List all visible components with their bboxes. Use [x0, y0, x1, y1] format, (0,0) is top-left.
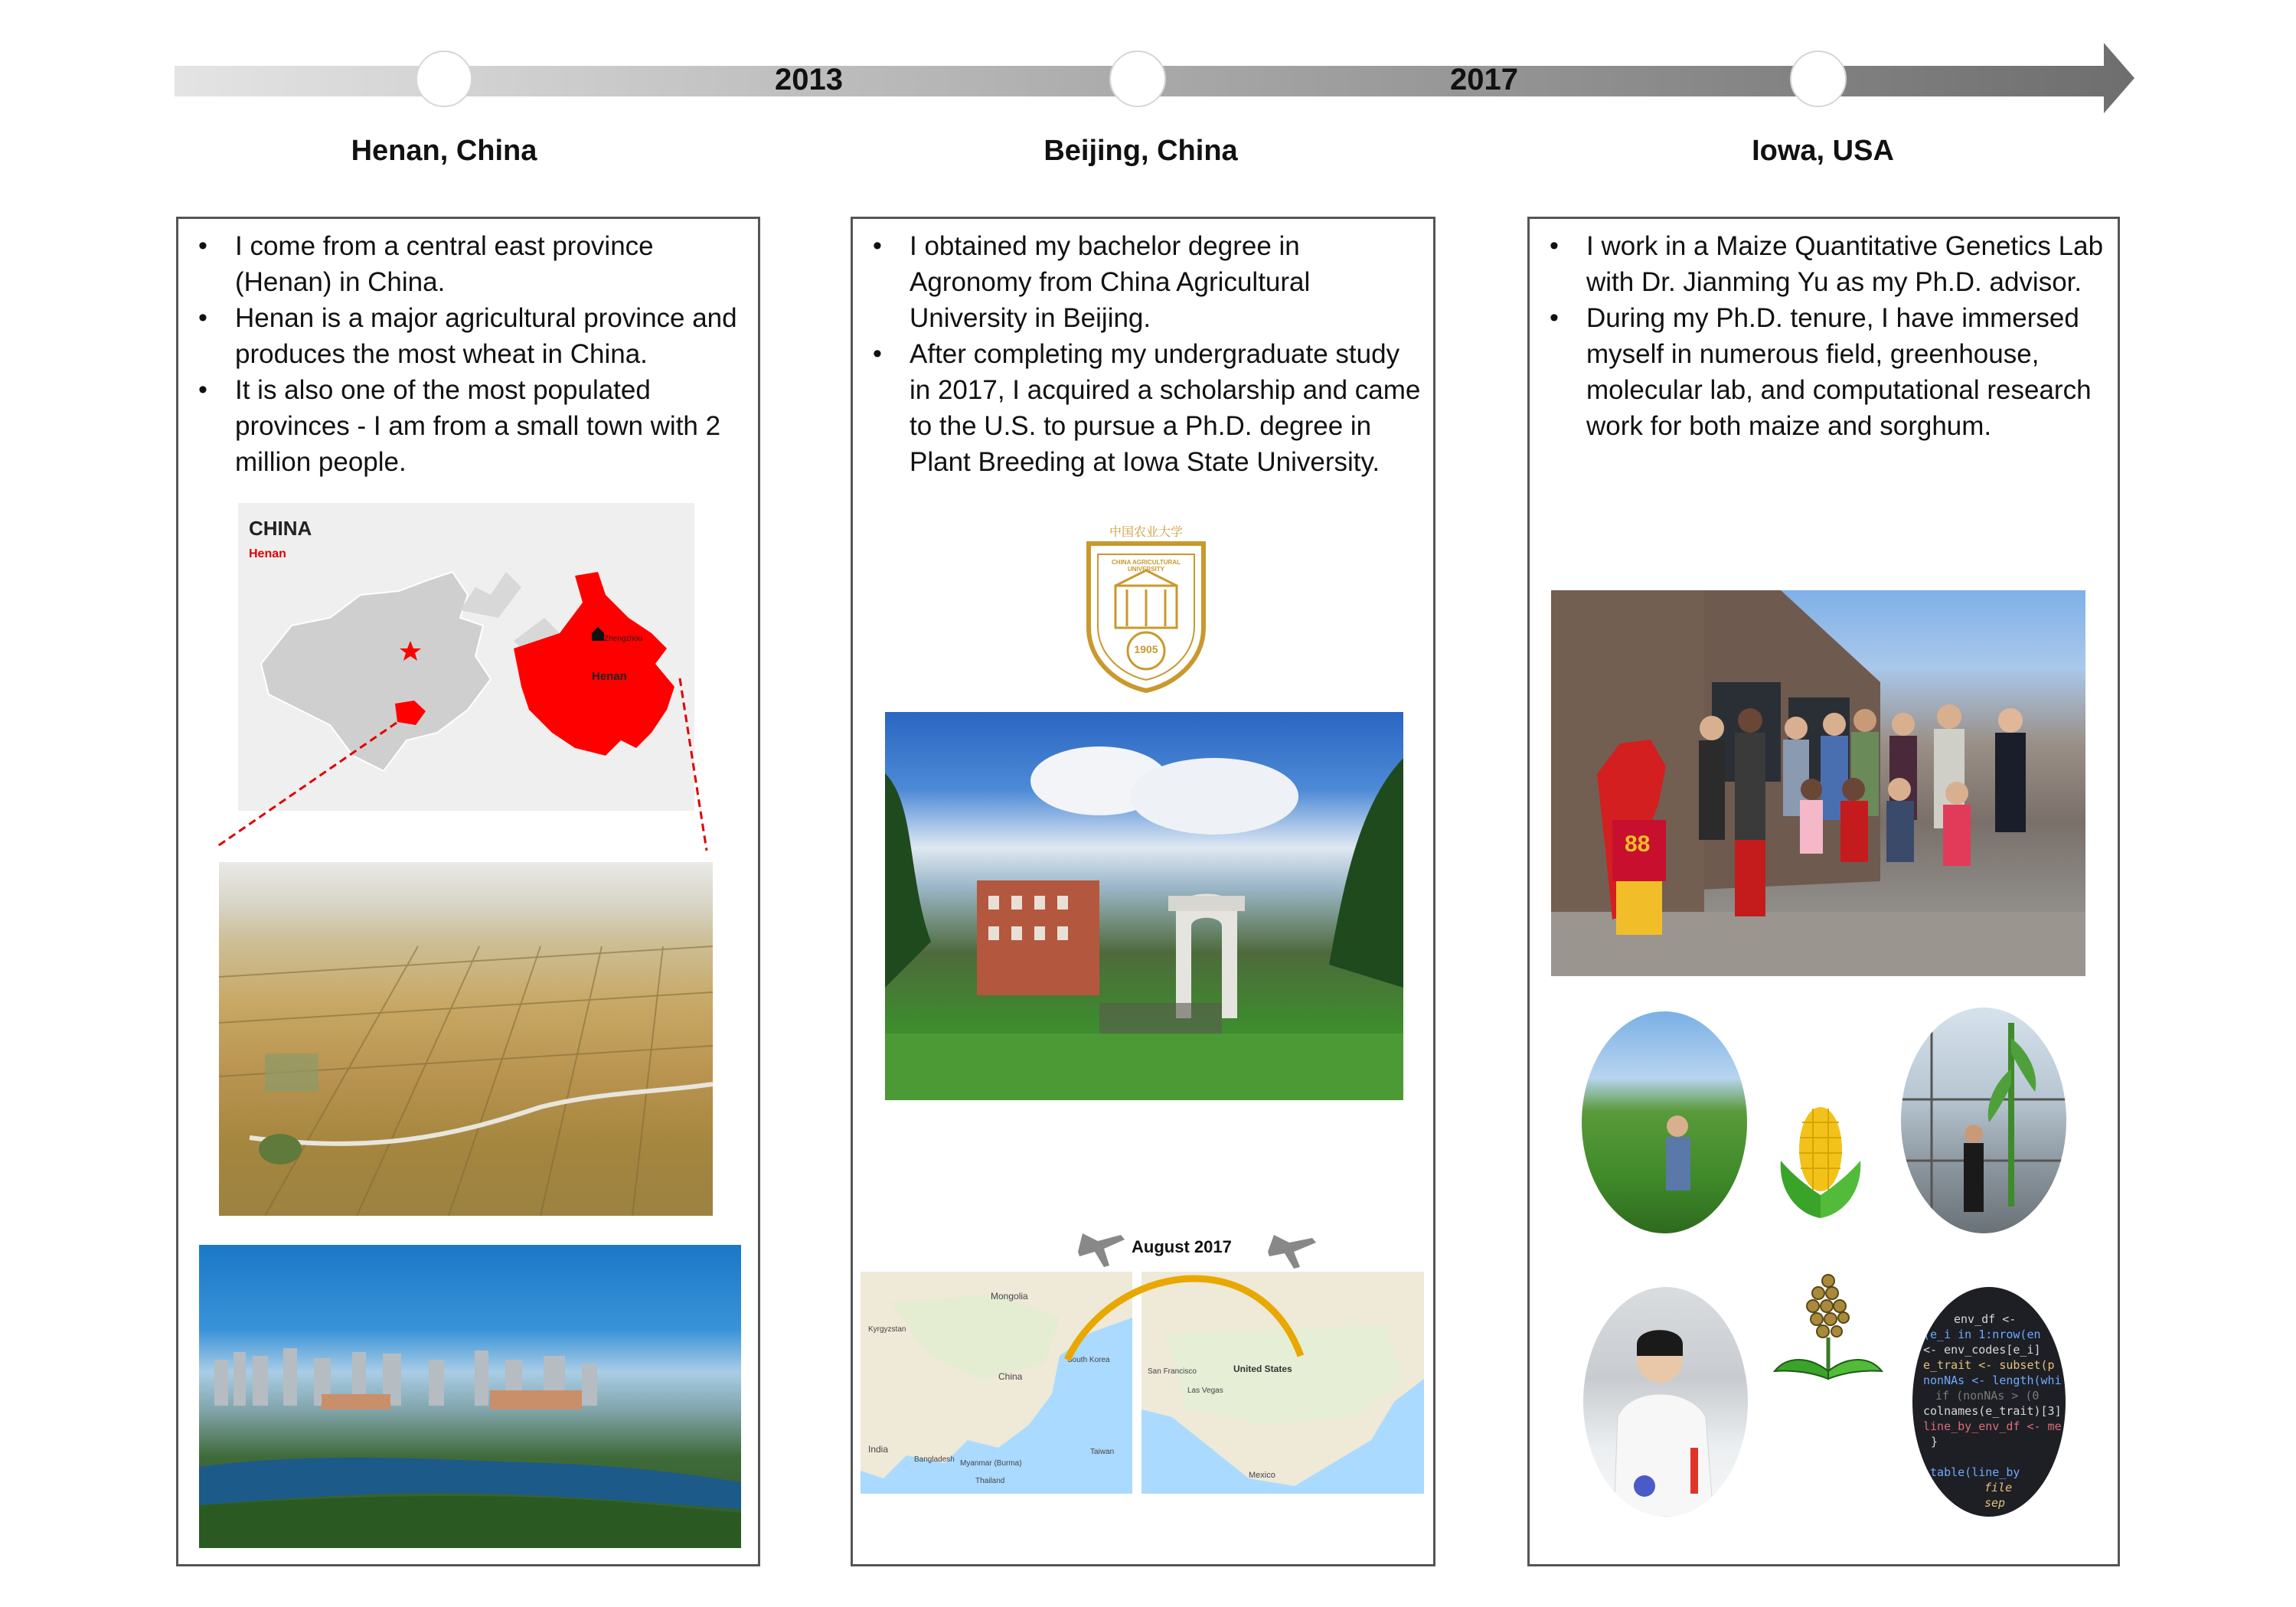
map-label-myanmar: Myanmar (Burma): [960, 1459, 1022, 1468]
map-label-kyrgyzstan: Kyrgyzstan: [868, 1325, 906, 1334]
cornfield-photo: [1582, 1011, 1747, 1233]
code-line: }: [1931, 1435, 1938, 1449]
flight-caption: August 2017: [1132, 1237, 1232, 1256]
map-label-bangladesh: Bangladesh: [914, 1455, 955, 1464]
china-agricultural-university-logo: [1081, 524, 1211, 693]
map-label-united-states: United States: [1233, 1364, 1292, 1374]
map-label-las-vegas: Las Vegas: [1187, 1387, 1223, 1395]
map-label-india: India: [868, 1444, 889, 1455]
iowa-bullet-1: • I work in a Maize Quantitative Genetics Lab with Dr. Jianming Yu as my Ph.D. advisor.: [1530, 228, 2111, 300]
map-label-thailand: Thailand: [975, 1477, 1005, 1485]
corn-icon: [1775, 1099, 1867, 1222]
flight-route-map: [861, 1218, 1424, 1509]
timeline-node-iowa: [1790, 51, 1847, 107]
map-label-taiwan: Taiwan: [1090, 1448, 1115, 1456]
map-label-south-korea: South Korea: [1067, 1356, 1110, 1364]
code-line: env_df <-: [1954, 1312, 2017, 1326]
timeline-year-2013: 2013: [775, 63, 843, 96]
map-label-mongolia: Mongolia: [991, 1291, 1028, 1302]
iowa-bullet-2: • During my Ph.D. tenure, I have immersed myself in numerous field, greenhouse, molecular lab, and computational research work for both maize and sorghum.: [1530, 300, 2111, 444]
beijing-bullet-list: [853, 228, 1427, 480]
beijing-bullet-1: • I obtained my bachelor degree in Agronomy from China Agricultural University in Beijing.: [853, 228, 1427, 336]
logo-founding-year: 1905: [1134, 643, 1158, 655]
greenhouse-photo: [1901, 1008, 2066, 1233]
column-title-henan: Henan, China: [351, 135, 537, 167]
timeline-node-beijing: [1109, 51, 1166, 107]
code-line: e_trait <- subset(p: [1923, 1358, 2055, 1372]
code-line: sep: [1984, 1496, 2006, 1510]
timeline-year-2017: 2017: [1450, 63, 1518, 96]
code-line: .table(line_by: [1923, 1465, 2020, 1479]
university-campus-photo: [885, 712, 1403, 1100]
code-line: colnames(e_trait)[3]: [1923, 1404, 2062, 1418]
henan-bullet-1: • I come from a central east province (Henan) in China.: [178, 228, 753, 300]
airplane-icon-left: [1078, 1233, 1125, 1267]
code-line: nonNAs <- length(whi: [1923, 1373, 2062, 1387]
molecular-lab-photo: [1583, 1287, 1748, 1517]
code-screenshot-oval: [1912, 1287, 2066, 1517]
code-line: if (nonNAs > (0: [1935, 1389, 2040, 1403]
map-label-mexico: Mexico: [1249, 1471, 1275, 1480]
iowa-bullet-list: [1530, 228, 2111, 444]
map-city-label: Zhengzhou: [604, 635, 643, 643]
code-line: file: [1984, 1481, 2013, 1494]
lab-group-photo: [1551, 590, 2085, 976]
map-label-san-francisco: San Francisco: [1148, 1367, 1197, 1376]
column-title-iowa: Iowa, USA: [1752, 135, 1894, 167]
code-line: (e_i in 1:nrow(en: [1923, 1328, 2041, 1341]
code-line: line_by_env_df <- me: [1923, 1419, 2062, 1433]
wheat-field-aerial-photo: [219, 862, 713, 1216]
mascot-jersey-number: 88: [1625, 831, 1651, 857]
beijing-bullet-2: • After completing my undergraduate study in 2017, I acquired a scholarship and came to the U.S. to pursue a Ph.D. degree in Plant Breeding at Iowa State University.: [853, 336, 1427, 480]
map-label-china: China: [998, 1371, 1023, 1382]
henan-bullet-2: • Henan is a major agricultural province and produces the most wheat in China.: [178, 300, 753, 372]
map-region-label: Henan: [592, 670, 627, 683]
logo-ring-text: CHINA AGRICULTURAL UNIVERSITY: [1112, 559, 1181, 573]
timeline: [175, 43, 2134, 127]
code-line: <- env_codes[e_i]: [1923, 1343, 2041, 1357]
timeline-node-henan: [416, 51, 472, 107]
map-country-label: CHINA: [249, 517, 312, 540]
airplane-icon-right: [1268, 1235, 1316, 1269]
map-province-label: Henan: [249, 547, 286, 560]
zoom-dashed-lines: [178, 632, 763, 862]
panel-beijing: [851, 217, 1435, 1566]
flight-arc: [861, 1218, 1424, 1509]
panel-henan: [176, 217, 760, 1566]
sorghum-icon: [1771, 1272, 1886, 1387]
logo-chinese-title: 中国农业大学: [1109, 524, 1183, 539]
henan-bullet-list: [178, 228, 753, 480]
henan-bullet-3: • It is also one of the most populated provinces - I am from a small town with 2 million people.: [178, 372, 753, 480]
panel-iowa: [1527, 217, 2120, 1566]
code-snippet-block: [1923, 1311, 2066, 1511]
hometown-city-photo: [199, 1245, 741, 1548]
column-title-beijing: Beijing, China: [1043, 135, 1238, 167]
